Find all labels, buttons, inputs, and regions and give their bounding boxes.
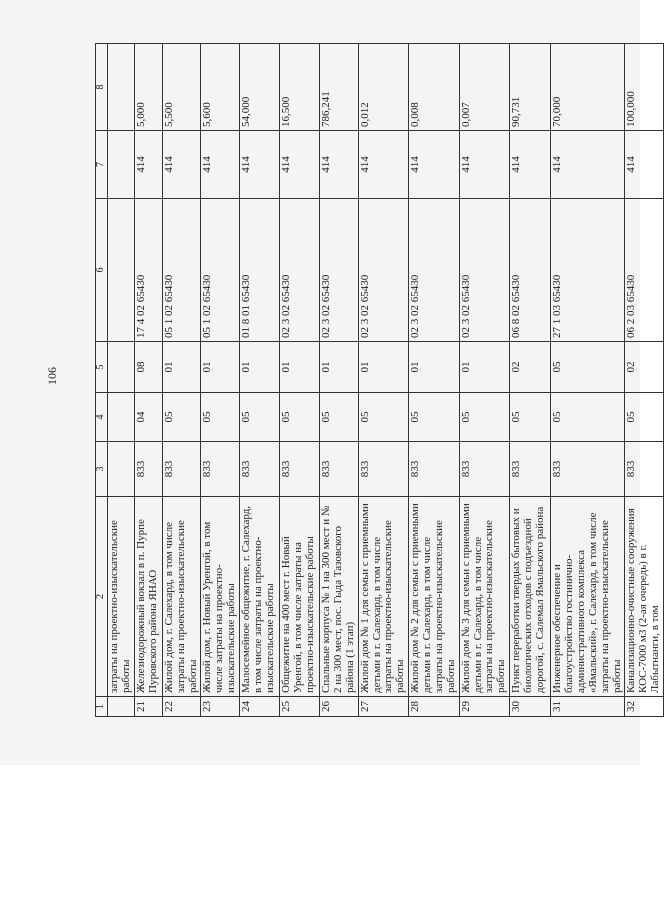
amount-cell: 0,007 bbox=[459, 44, 510, 131]
row-number-cell: 26 bbox=[320, 697, 359, 717]
code-col5-cell: 01 bbox=[201, 342, 240, 393]
code-col3-cell: 833 bbox=[240, 442, 280, 497]
code-col7-cell: 414 bbox=[162, 131, 201, 199]
row-number-cell: 28 bbox=[409, 697, 460, 717]
code-col5-cell: 08 bbox=[134, 342, 162, 393]
table-row bbox=[108, 44, 135, 717]
item-name-cell: Жилой дом № 2 для семьи с приемными детьми в г. Салехард, в том числе затраты на проектно-изыскательские работы bbox=[409, 497, 460, 697]
item-name-cell: Железнодорожный вокзал в п. Пурпе Пуровского района ЯНАО bbox=[134, 497, 162, 697]
code-col7-cell: 414 bbox=[134, 131, 162, 199]
code-col7-cell: 414 bbox=[459, 131, 510, 199]
budget-table bbox=[95, 43, 664, 717]
amount-cell: 70,000 bbox=[551, 44, 625, 131]
code-col4-cell: 05 bbox=[358, 393, 409, 442]
code-col6-cell: 02 3 02 65430 bbox=[409, 199, 460, 342]
code-col5-cell bbox=[108, 342, 135, 393]
row-number-cell: 29 bbox=[459, 697, 510, 717]
code-col3-cell: 833 bbox=[510, 442, 551, 497]
row-number-cell: 31 bbox=[551, 697, 625, 717]
code-col7-cell: 414 bbox=[625, 131, 664, 199]
row-number-cell: 27 bbox=[358, 697, 409, 717]
column-header: 2 bbox=[96, 497, 108, 697]
code-col3-cell: 833 bbox=[134, 442, 162, 497]
column-header: 1 bbox=[96, 697, 108, 717]
item-name-cell: Жилой дом № 1 для семьи с приемными детьми в г. Салехард, в том числе затраты на проектно-изыскательские работы bbox=[358, 497, 409, 697]
row-number-cell bbox=[108, 697, 135, 717]
code-col4-cell: 05 bbox=[459, 393, 510, 442]
code-col3-cell: 833 bbox=[320, 442, 359, 497]
code-col7-cell: 414 bbox=[409, 131, 460, 199]
code-col6-cell: 02 3 02 65430 bbox=[320, 199, 359, 342]
item-name-cell: Малосемейное общежитие, г. Салехард, в том числе затраты на проектно-изыскательские работы bbox=[240, 497, 280, 697]
code-col6-cell: 06 8 02 65430 bbox=[510, 199, 551, 342]
table-row bbox=[201, 44, 240, 717]
code-col6-cell: 05 1 02 65430 bbox=[201, 199, 240, 342]
table-row bbox=[162, 44, 201, 717]
code-col7-cell bbox=[108, 131, 135, 199]
amount-cell: 16,500 bbox=[280, 44, 320, 131]
code-col5-cell: 02 bbox=[625, 342, 664, 393]
amount-cell: 0,012 bbox=[358, 44, 409, 131]
code-col4-cell: 05 bbox=[240, 393, 280, 442]
code-col3-cell: 833 bbox=[358, 442, 409, 497]
code-col7-cell: 414 bbox=[358, 131, 409, 199]
code-col4-cell: 04 bbox=[134, 393, 162, 442]
code-col5-cell: 01 bbox=[409, 342, 460, 393]
code-col3-cell: 833 bbox=[625, 442, 664, 497]
table-row bbox=[240, 44, 280, 717]
amount-cell: 100,000 bbox=[625, 44, 664, 131]
amount-cell: 5,500 bbox=[162, 44, 201, 131]
table-row bbox=[459, 44, 510, 717]
code-col4-cell: 05 bbox=[625, 393, 664, 442]
code-col4-cell: 05 bbox=[510, 393, 551, 442]
code-col4-cell: 05 bbox=[409, 393, 460, 442]
code-col3-cell: 833 bbox=[280, 442, 320, 497]
item-name-cell: Инженерное обеспечение и благоустройство гостинично-административного комплекса «Ямальский», г. Салехард, в том числе затраты на проектно-изыскательские работы bbox=[551, 497, 625, 697]
code-col4-cell: 05 bbox=[280, 393, 320, 442]
code-col6-cell: 17 4 02 65430 bbox=[134, 199, 162, 342]
item-name-cell: Канализационно-очистные сооружения КОС-7000 м3 (2-ая очередь) в г. Лабытнанги, в том bbox=[625, 497, 664, 697]
column-header: 5 bbox=[96, 342, 108, 393]
code-col3-cell: 833 bbox=[162, 442, 201, 497]
header-row bbox=[96, 44, 108, 717]
amount-cell: 90,731 bbox=[510, 44, 551, 131]
code-col5-cell: 01 bbox=[320, 342, 359, 393]
item-name-cell: Жилой дом № 3 для семьи с приемными детьми в г. Салехард, в том числе затраты на проектно-изыскательские работы bbox=[459, 497, 510, 697]
code-col6-cell: 06 2 03 65430 bbox=[625, 199, 664, 342]
code-col5-cell: 05 bbox=[551, 342, 625, 393]
amount-cell: 54,000 bbox=[240, 44, 280, 131]
item-name-cell: Спальные корпуса № 1 на 300 мест и № 2 на 300 мест, пос. Гыда Тазовского района (1 этап) bbox=[320, 497, 359, 697]
code-col4-cell bbox=[108, 393, 135, 442]
table-row bbox=[280, 44, 320, 717]
item-name-cell: Жилой дом, г. Салехард, в том числе затраты на проектно-изыскательские работы bbox=[162, 497, 201, 697]
column-header: 7 bbox=[96, 131, 108, 199]
code-col5-cell: 02 bbox=[510, 342, 551, 393]
table-row bbox=[510, 44, 551, 717]
code-col6-cell: 02 3 02 65430 bbox=[459, 199, 510, 342]
amount-cell bbox=[108, 44, 135, 131]
code-col7-cell: 414 bbox=[201, 131, 240, 199]
column-header: 6 bbox=[96, 199, 108, 342]
code-col7-cell: 414 bbox=[240, 131, 280, 199]
item-name-cell: затраты на проектно-изыскательские работы bbox=[108, 497, 135, 697]
amount-cell: 0,008 bbox=[409, 44, 460, 131]
code-col5-cell: 01 bbox=[459, 342, 510, 393]
column-header: 8 bbox=[96, 44, 108, 131]
code-col3-cell: 833 bbox=[201, 442, 240, 497]
row-number-cell: 21 bbox=[134, 697, 162, 717]
row-number-cell: 23 bbox=[201, 697, 240, 717]
code-col7-cell: 414 bbox=[510, 131, 551, 199]
code-col5-cell: 01 bbox=[358, 342, 409, 393]
table-row bbox=[358, 44, 409, 717]
table-row bbox=[551, 44, 625, 717]
item-name-cell: Жилой дом, г. Новый Уренгой, в том числе затраты на проектно-изыскательские работы bbox=[201, 497, 240, 697]
code-col7-cell: 414 bbox=[551, 131, 625, 199]
table-row bbox=[320, 44, 359, 717]
code-col5-cell: 01 bbox=[162, 342, 201, 393]
rotated-table-wrapper bbox=[95, 44, 662, 717]
item-name-cell: Общежитие на 400 мест г. Новый Уренгой, в том числе затраты на проектно-изыскательские работы bbox=[280, 497, 320, 697]
code-col4-cell: 05 bbox=[320, 393, 359, 442]
table-row bbox=[409, 44, 460, 717]
row-number-cell: 32 bbox=[625, 697, 664, 717]
page-number: 106 bbox=[45, 367, 59, 385]
code-col6-cell: 02 3 02 65430 bbox=[358, 199, 409, 342]
item-name-cell: Пункт переработки твердых бытовых и биологических отходов с подъездной дорогой, с. Салемал Ямальского района bbox=[510, 497, 551, 697]
code-col5-cell: 01 bbox=[240, 342, 280, 393]
code-col6-cell: 27 1 03 65430 bbox=[551, 199, 625, 342]
code-col6-cell: 05 1 02 65430 bbox=[162, 199, 201, 342]
row-number-cell: 22 bbox=[162, 697, 201, 717]
code-col7-cell: 414 bbox=[320, 131, 359, 199]
amount-cell: 5,600 bbox=[201, 44, 240, 131]
code-col3-cell: 833 bbox=[459, 442, 510, 497]
amount-cell: 5,000 bbox=[134, 44, 162, 131]
code-col3-cell: 833 bbox=[409, 442, 460, 497]
table-row bbox=[134, 44, 162, 717]
code-col6-cell: 01 8 01 65430 bbox=[240, 199, 280, 342]
table-row bbox=[625, 44, 664, 717]
code-col6-cell: 02 3 02 65430 bbox=[280, 199, 320, 342]
row-number-cell: 24 bbox=[240, 697, 280, 717]
row-number-cell: 25 bbox=[280, 697, 320, 717]
code-col3-cell: 833 bbox=[551, 442, 625, 497]
column-header: 3 bbox=[96, 442, 108, 497]
code-col4-cell: 05 bbox=[162, 393, 201, 442]
code-col4-cell: 05 bbox=[551, 393, 625, 442]
code-col6-cell bbox=[108, 199, 135, 342]
column-header: 4 bbox=[96, 393, 108, 442]
code-col3-cell bbox=[108, 442, 135, 497]
code-col4-cell: 05 bbox=[201, 393, 240, 442]
code-col7-cell: 414 bbox=[280, 131, 320, 199]
code-col5-cell: 01 bbox=[280, 342, 320, 393]
amount-cell: 786,241 bbox=[320, 44, 359, 131]
row-number-cell: 30 bbox=[510, 697, 551, 717]
